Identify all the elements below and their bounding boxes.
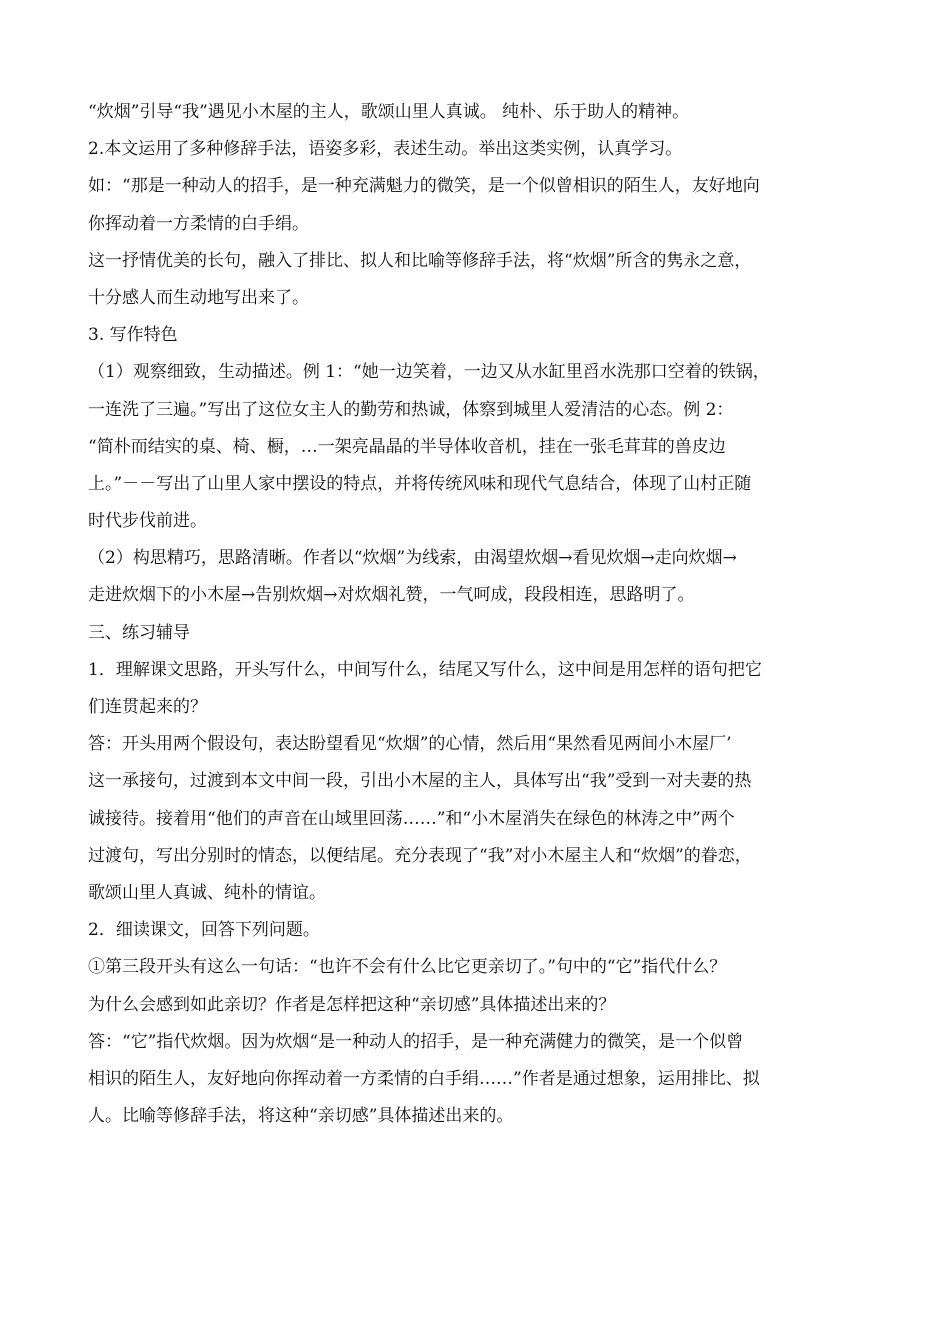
- text-line: 答：开头用两个假设句，表达盼望看见“炊烟”的心情，然后用“果然看见两间小木屋厂’: [88, 734, 732, 755]
- text-line: 1．理解课文思路，开头写什么，中间写什么，结尾又写什么，这中间是用怎样的语句把它: [88, 659, 762, 680]
- text-line: “炊烟”引导“我”遇见小木屋的主人，歌颂山里人真诚。 纯朴、乐于助人的精神。: [88, 102, 690, 122]
- text-line: 这一抒情优美的长句，融入了排比、拟人和比喻等修辞手法，将“炊烟”所含的隽永之意，: [88, 250, 752, 271]
- text-line: “简朴而结实的桌、椅、橱，…一架亮晶晶的半导体收音机，挂在一张毛茸茸的兽皮边: [88, 436, 726, 457]
- text-line: 十分感人而生动地写出来了。: [88, 287, 309, 308]
- text-line: 2.本文运用了多种修辞手法，语姿多彩，表述生动。举出这类实例，认真学习。: [88, 139, 683, 160]
- text-line: （1）观察细致，生动描述。例 1：“她一边笑着，一边又从水缸里舀水洗那口空着的铁锅，: [88, 362, 770, 383]
- text-line: 过渡句，写出分别时的情态，以便结尾。充分表现了“我”对小木屋主人和“炊烟”的眷恋，: [88, 845, 752, 866]
- text-line: 人。比喻等修辞手法，将这种“亲切感”具体描述出来的。: [88, 1106, 514, 1127]
- text-line: ①第三段开头有这么一句话：“也许不会有什么比它更亲切了。”句中的“它”指代什么？: [88, 957, 727, 978]
- document-body: [88, 94, 868, 1135]
- text-line: 一连洗了三遍。”写出了这位女主人的勤劳和热诚，体察到城里人爱清洁的心态。例 2：: [88, 399, 734, 420]
- text-line: （2）构思精巧，思路清晰。作者以“炊烟”为线索，由渴望炊烟→看见炊烟→走向炊烟→: [88, 548, 737, 569]
- text-line: 答：“它”指代炊烟。因为炊烟“是一种动人的招手，是一种充满健力的微笑，是一个似曾: [88, 1031, 744, 1052]
- text-line: 2．细读课文，回答下列问题。: [88, 920, 320, 941]
- text-line: 们连贯起来的？: [88, 697, 207, 717]
- text-line: 上。”－－写出了山里人家中摆设的特点，并将传统风味和现代气息结合，体现了山村正随: [88, 473, 752, 494]
- text-line: 歌颂山里人真诚、纯朴的情谊。: [88, 882, 326, 903]
- text-line: 这一承接句，过渡到本文中间一段，引出小木屋的主人，具体写出“我”受到一对夫妻的热: [88, 771, 752, 792]
- text-line: 如：“那是一种动人的招手，是一种充满魁力的微笑，是一个似曾相识的陌生人，友好地向: [88, 176, 760, 197]
- text-line: 相识的陌生人，友好地向你挥动着一方柔情的白手绢……”作者是通过想象，运用排比、拟: [88, 1068, 760, 1089]
- text-line: 你挥动着一方柔情的白手绢。: [88, 213, 309, 234]
- text-line: 诚接待。接着用“他们的声音在山域里回荡……”和“小木屋消失在绿色的林涛之中”两个: [88, 808, 735, 829]
- section-heading: 3. 写作特色: [88, 325, 178, 346]
- text-line: 为什么会感到如此亲切？作者是怎样把这种“亲切感”具体描述出来的？: [88, 994, 616, 1015]
- section-heading: 三、练习辅导: [88, 622, 190, 643]
- text-line: 走进炊烟下的小木屋→告别炊烟→对炊烟礼赞，一气呵成，段段相连，思路明了。: [88, 585, 695, 606]
- text-line: 时代步伐前进。: [88, 511, 207, 532]
